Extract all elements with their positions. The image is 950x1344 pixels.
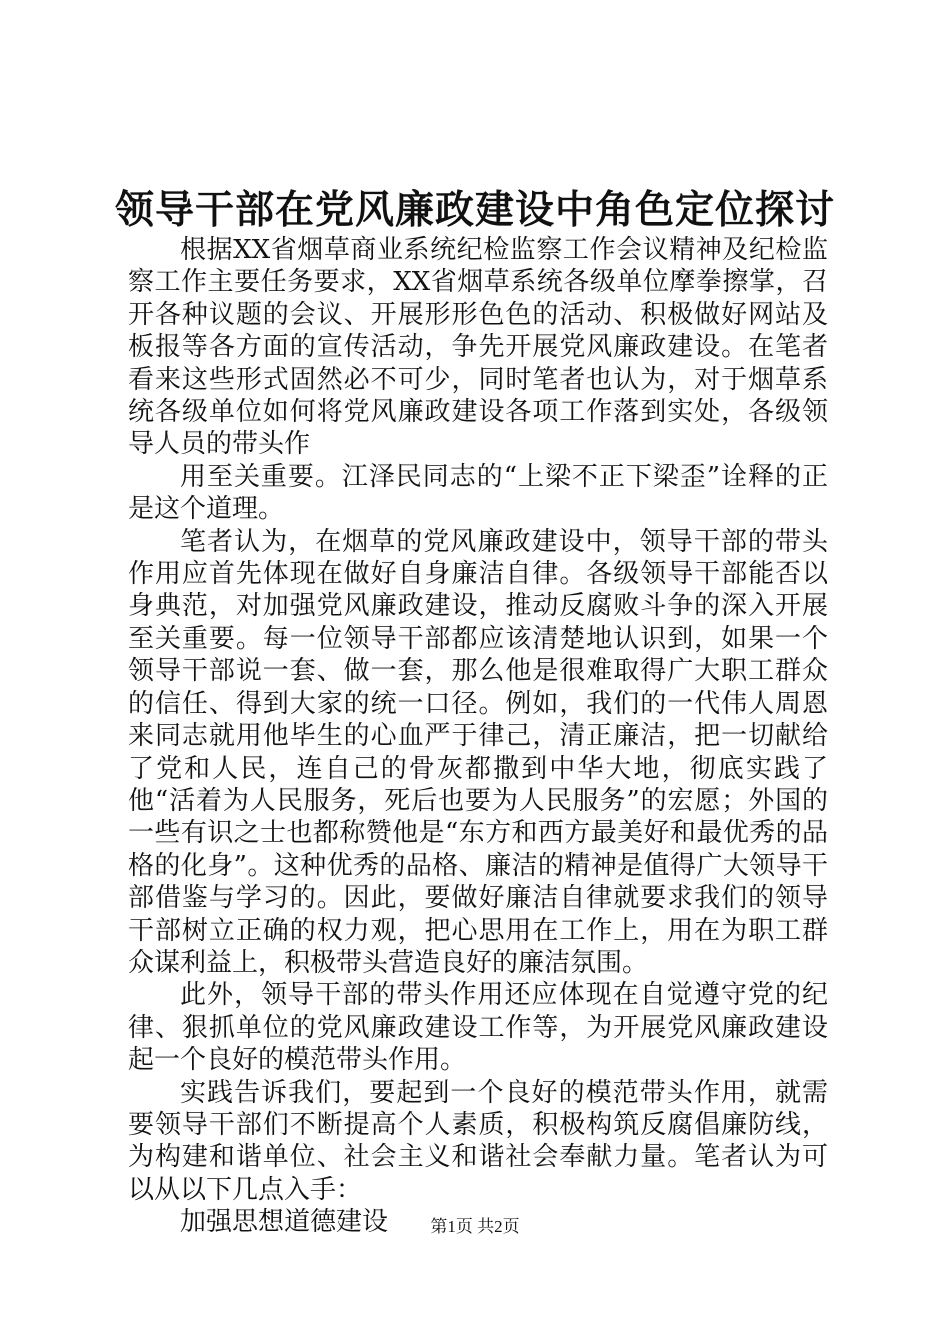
paragraph-2: 用至关重要。江泽民同志的“上梁不正下梁歪”诠释的正是这个道理。	[128, 461, 828, 525]
page-footer: 第1页 共2页	[430, 1217, 520, 1236]
paragraph-1: 根据XX省烟草商业系统纪检监察工作会议精神及纪检监察工作主要任务要求，XX省烟草系统各级单位摩拳擦掌，召开各种议题的会议、开展形形色色的活动、积极做好网站及板报等各方面的宣传活动，争先开展党风廉政建设。在笔者看来这些形式固然必不可少，同时笔者也认为，对于烟草系统各级单位如何将党风廉政建设各项工作落到实处，各级领导人员的带头作	[128, 235, 828, 460]
paragraph-3: 笔者认为，在烟草的党风廉政建设中，领导干部的带头作用应首先体现在做好自身廉洁自律。各级领导干部能否以身典范，对加强党风廉政建设，推动反腐败斗争的深入开展至关重要。每一位领导干部都应该清楚地认识到，如果一个领导干部说一套、做一套，那么他是很难取得广大职工群众的信任、得到大家的统一口径。例如，我们的一代伟人周恩来同志就用他毕生的心血严于律己，清正廉洁，把一切献给了党和人民，连自己的骨灰都撒到中华大地，彻底实践了他“活着为人民服务，死后也要为人民服务”的宏愿；外国的一些有识之士也都称赞他是“东方和西方最美好和最优秀的品格的化身”。这种优秀的品格、廉洁的精神是值得广大领导干部借鉴与学习的。因此，要做好廉洁自律就要求我们的领导干部树立正确的权力观，把心思用在工作上，用在为职工群众谋利益上，积极带头营造良好的廉洁氛围。	[128, 526, 828, 978]
document-body	[128, 234, 828, 1239]
paragraph-5: 实践告诉我们，要起到一个良好的模范带头作用，就需要领导干部们不断提高个人素质，积极构筑反腐倡廉防线，为构建和谐单位、社会主义和谐社会奉献力量。笔者认为可以从以下几点入手：	[128, 1077, 828, 1205]
section-heading: 加强思想道德建设	[180, 1207, 389, 1238]
paragraph-4: 此外，领导干部的带头作用还应体现在自觉遵守党的纪律、狠抓单位的党风廉政建设工作等，为开展党风廉政建设起一个良好的模范带头作用。	[128, 980, 828, 1076]
document-title: 领导干部在党风廉政建设中角色定位探讨	[114, 187, 835, 233]
